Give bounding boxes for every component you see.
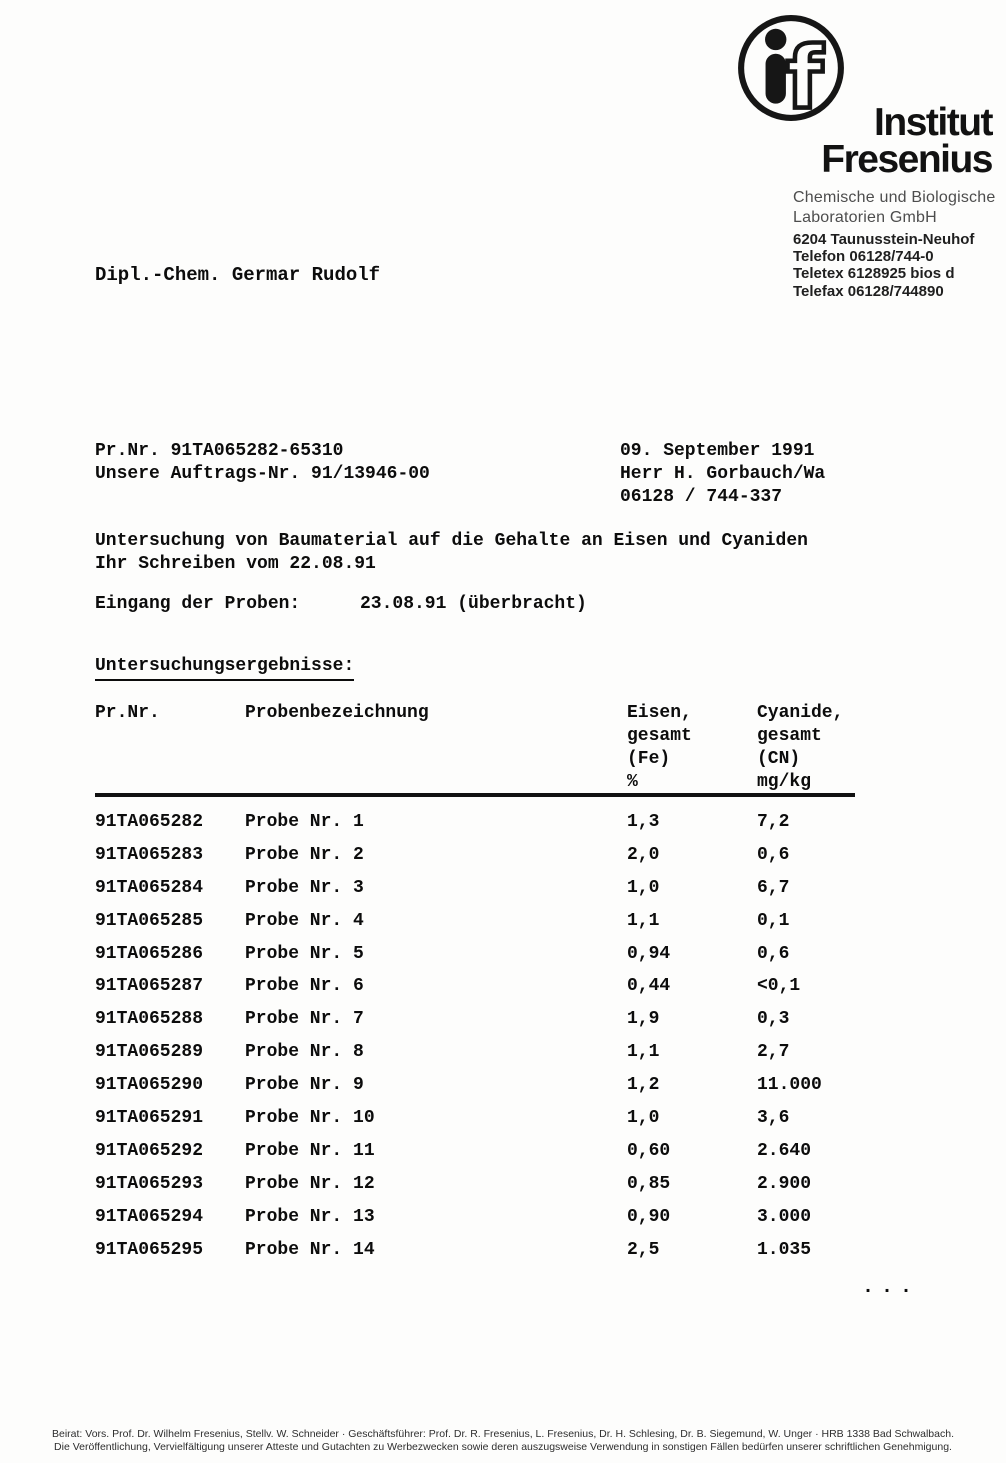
- results-table-body: [95, 812, 955, 1272]
- continuation-mark: ...: [862, 1276, 920, 1299]
- cell-pr-nr: 91TA065295: [95, 1239, 204, 1260]
- reference-block-left: [95, 440, 430, 486]
- cell-eisen: 2,0: [627, 844, 660, 865]
- cell-cyanide: 1.035: [757, 1239, 812, 1260]
- address-telefon: Telefon 06128/744-0: [793, 248, 934, 266]
- table-row: [95, 1207, 955, 1240]
- receipt-value: 23.08.91 (überbracht): [360, 594, 587, 614]
- cell-probe: Probe Nr. 3: [245, 877, 364, 898]
- contact-person: Herr H. Gorbauch/Wa: [620, 464, 826, 484]
- cell-probe: Probe Nr. 4: [245, 910, 364, 931]
- table-row: [95, 1075, 955, 1108]
- cell-eisen: 1,1: [627, 910, 660, 931]
- cell-probe: Probe Nr. 11: [245, 1140, 375, 1161]
- cell-pr-nr: 91TA065293: [95, 1173, 204, 1194]
- cell-probe: Probe Nr. 13: [245, 1206, 375, 1227]
- header-eisen-line3: (Fe): [627, 749, 671, 769]
- cell-eisen: 0,85: [627, 1173, 671, 1194]
- table-row: [95, 1009, 955, 1042]
- table-row: [95, 845, 955, 878]
- footer-line-1: Beirat: Vors. Prof. Dr. Wilhelm Fresenius, Stellv. W. Schneider · Geschäftsführer: Prof. Dr. R. Fresenius, L. Fresenius, Dr. H. Schlesing, Dr. B. Siegemund, W. Unger · HRB 1338 Bad Schwalbach.: [52, 1428, 954, 1440]
- cell-cyanide: 2.900: [757, 1173, 812, 1194]
- table-row: [95, 1108, 955, 1141]
- cell-cyanide: 7,2: [757, 812, 790, 832]
- cell-probe: Probe Nr. 5: [245, 943, 364, 964]
- table-row: [95, 812, 955, 845]
- cell-probe: Probe Nr. 8: [245, 1042, 364, 1063]
- header-cyanide: [757, 702, 843, 794]
- letterhead-address: [793, 231, 974, 300]
- cell-pr-nr: 91TA065283: [95, 844, 204, 865]
- address-teletex: Teletex 6128925 bios d: [793, 265, 955, 283]
- table-row: [95, 911, 955, 944]
- cell-eisen: 0,44: [627, 976, 671, 997]
- page-footer: [0, 1428, 1006, 1454]
- header-eisen-line2: gesamt: [627, 726, 692, 746]
- cell-pr-nr: 91TA065285: [95, 910, 204, 931]
- subject-line-2: Ihr Schreiben vom 22.08.91: [95, 554, 376, 574]
- cell-cyanide: 2,7: [757, 1042, 790, 1063]
- receipt-label: Eingang der Proben:: [95, 594, 301, 614]
- cell-pr-nr: 91TA065286: [95, 943, 204, 964]
- cell-probe: Probe Nr. 6: [245, 976, 364, 997]
- cell-cyanide: 0,3: [757, 1009, 790, 1030]
- header-cyanide-line4: mg/kg: [757, 772, 812, 792]
- table-row: [95, 976, 955, 1009]
- logo-letter-i-dot: [765, 29, 786, 50]
- reference-auftrags-nr: Unsere Auftrags-Nr. 91/13946-00: [95, 464, 430, 484]
- logo-letter-i-stem: [766, 54, 786, 104]
- results-heading: Untersuchungsergebnisse:: [95, 656, 354, 681]
- cell-pr-nr: 91TA065289: [95, 1042, 204, 1063]
- table-row: [95, 1141, 955, 1174]
- cell-probe: Probe Nr. 10: [245, 1108, 375, 1129]
- cell-cyanide: <0,1: [757, 976, 801, 997]
- cell-pr-nr: 91TA065284: [95, 877, 204, 898]
- cell-eisen: 1,1: [627, 1042, 660, 1063]
- cell-cyanide: 0,6: [757, 943, 790, 964]
- cell-eisen: 1,2: [627, 1075, 660, 1096]
- reference-pr-nr: Pr.Nr. 91TA065282-65310: [95, 441, 344, 461]
- address-city: 6204 Taunusstein-Neuhof: [793, 231, 975, 248]
- table-row: [95, 1042, 955, 1075]
- cell-cyanide: 3.000: [757, 1206, 812, 1227]
- contact-phone: 06128 / 744-337: [620, 487, 783, 507]
- logo-letter-f: f: [785, 29, 824, 124]
- brand-line-fresenius: Fresenius: [821, 138, 992, 181]
- cell-probe: Probe Nr. 2: [245, 844, 364, 865]
- cell-cyanide: 11.000: [757, 1075, 822, 1096]
- reference-block-right: [620, 440, 825, 509]
- sample-receipt-line: [95, 594, 587, 614]
- cell-pr-nr: 91TA065292: [95, 1140, 204, 1161]
- header-cyanide-line2: gesamt: [757, 726, 822, 746]
- table-row: [95, 1240, 955, 1273]
- cell-eisen: 2,5: [627, 1239, 660, 1260]
- header-cyanide-line1: Cyanide,: [757, 703, 844, 723]
- letter-date: 09. September 1991: [620, 441, 815, 461]
- letterhead-subtitle: [793, 188, 995, 227]
- cell-probe: Probe Nr. 1: [245, 812, 364, 832]
- cell-pr-nr: 91TA065294: [95, 1206, 204, 1227]
- footer-line-2: Die Veröffentlichung, Vervielfältigung unserer Atteste und Gutachten zu Werbezwecken sowie deren auszugsweise Verwendung in sonstigen Fällen bedürfen unserer schriftlichen Genehmigung.: [54, 1441, 952, 1453]
- cell-probe: Probe Nr. 7: [245, 1009, 364, 1030]
- header-eisen-line4: %: [627, 772, 638, 792]
- cell-pr-nr: 91TA065282: [95, 812, 204, 832]
- table-header-rule: [95, 793, 855, 797]
- cell-probe: Probe Nr. 9: [245, 1075, 364, 1096]
- header-eisen: [627, 702, 757, 794]
- cell-pr-nr: 91TA065288: [95, 1009, 204, 1030]
- cell-cyanide: 0,1: [757, 910, 790, 931]
- subtitle-line-1: Chemische und Biologische: [793, 189, 996, 206]
- table-row: [95, 944, 955, 977]
- address-telefax: Telefax 06128/744890: [793, 282, 944, 300]
- cell-cyanide: 6,7: [757, 877, 790, 898]
- cell-cyanide: 3,6: [757, 1108, 790, 1129]
- cell-probe: Probe Nr. 14: [245, 1239, 375, 1260]
- header-pr-nr: Pr.Nr.: [95, 703, 160, 723]
- cell-pr-nr: 91TA065290: [95, 1075, 204, 1096]
- header-cyanide-line3: (CN): [757, 749, 801, 769]
- cell-eisen: 1,9: [627, 1009, 660, 1030]
- cell-eisen: 0,60: [627, 1140, 671, 1161]
- cell-cyanide: 2.640: [757, 1140, 812, 1161]
- addressee-name: Dipl.-Chem. Germar Rudolf: [95, 264, 381, 286]
- cell-cyanide: 0,6: [757, 844, 790, 865]
- cell-eisen: 1,3: [627, 812, 660, 832]
- table-row: [95, 878, 955, 911]
- subject-block: [95, 530, 808, 576]
- cell-probe: Probe Nr. 12: [245, 1173, 375, 1194]
- cell-eisen: 1,0: [627, 877, 660, 898]
- table-row: [95, 1174, 955, 1207]
- letterhead-brand: [821, 101, 992, 181]
- cell-eisen: 0,90: [627, 1206, 671, 1227]
- cell-eisen: 0,94: [627, 943, 671, 964]
- results-table-header: [95, 702, 843, 794]
- cell-eisen: 1,0: [627, 1108, 660, 1129]
- header-probenbezeichnung: Probenbezeichnung: [245, 703, 429, 723]
- subtitle-line-2: Laboratorien GmbH: [793, 208, 937, 226]
- brand-line-institut: Institut: [874, 101, 992, 144]
- cell-pr-nr: 91TA065287: [95, 976, 204, 997]
- subject-line-1: Untersuchung von Baumaterial auf die Gehalte an Eisen und Cyaniden: [95, 531, 808, 551]
- header-eisen-line1: Eisen,: [627, 703, 692, 723]
- cell-pr-nr: 91TA065291: [95, 1108, 204, 1129]
